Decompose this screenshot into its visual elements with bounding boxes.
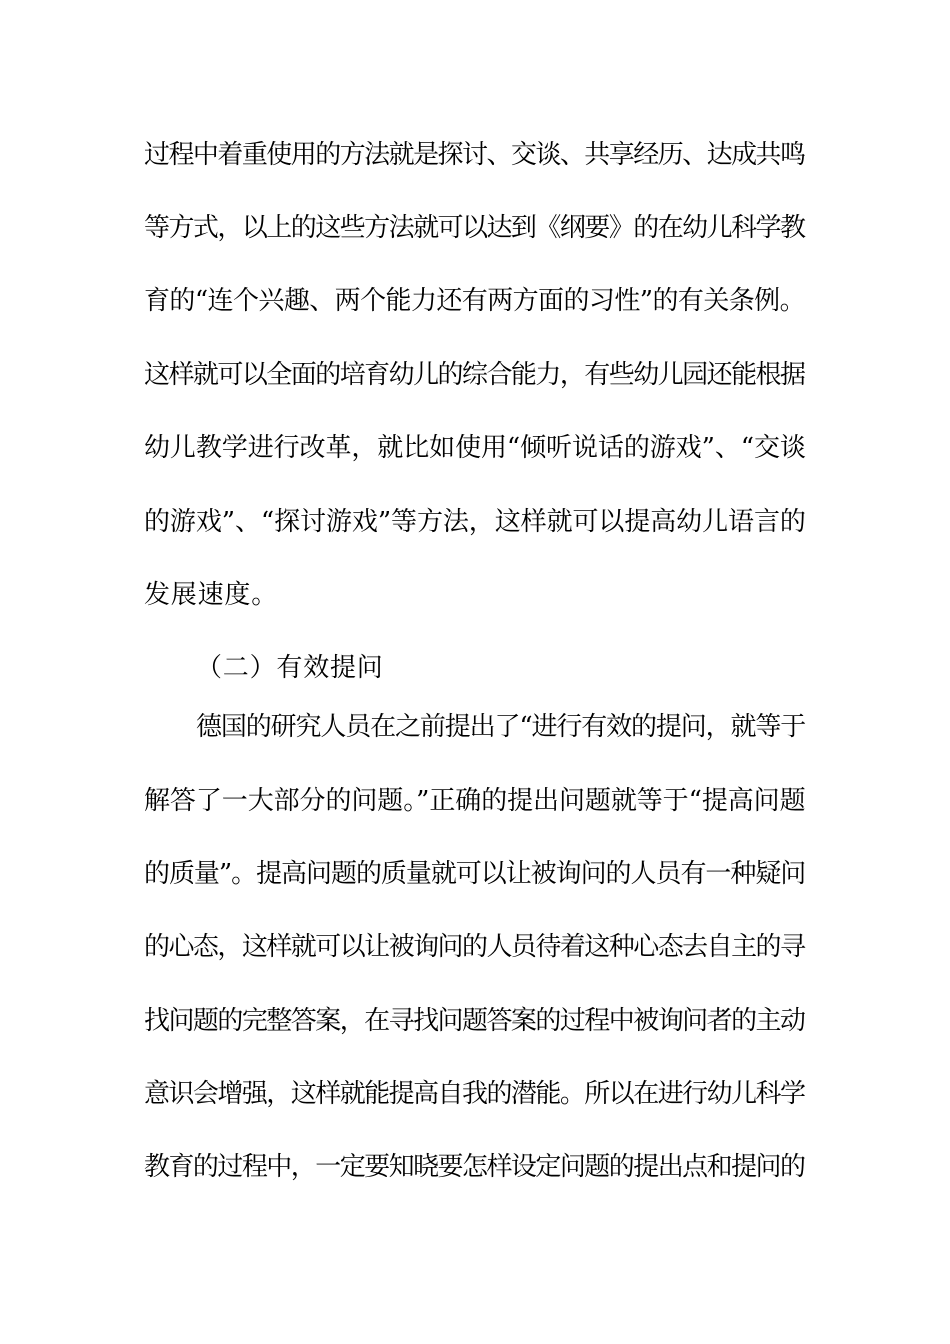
paragraph-line: 意识会增强，这样就能提高自我的潜能。所以在进行幼儿科学	[144, 1079, 805, 1109]
paragraph-line: 的心态，这样就可以让被询问的人员待着这种心态去自主的寻	[144, 932, 805, 962]
paragraph-line: 等方式，以上的这些方法就可以达到《纲要》的在幼儿科学教	[144, 213, 805, 243]
paragraph-line: 幼儿教学进行改革，就比如使用“倾听说话的游戏”、“交谈	[144, 433, 806, 463]
paragraph-line: 过程中着重使用的方法就是探讨、交谈、共享经历、达成共鸣	[144, 140, 805, 170]
paragraph-line: 的游戏”、“探讨游戏”等方法，这样就可以提高幼儿语言的	[144, 507, 806, 537]
paragraph-line: 育的“连个兴趣、两个能力还有两方面的习性”的有关条例。	[144, 286, 806, 316]
paragraph-line: 的质量”。提高问题的质量就可以让被询问的人员有一种疑问	[144, 859, 806, 889]
paragraph-line: 这样就可以全面的培育幼儿的综合能力，有些幼儿园还能根据	[144, 360, 805, 390]
paragraph-line: 找问题的完整答案，在寻找问题答案的过程中被询问者的主动	[144, 1006, 805, 1036]
paragraph-line: 教育的过程中，一定要知晓要怎样设定问题的提出点和提问的	[144, 1152, 805, 1182]
paragraph-line: 德国的研究人员在之前提出了“进行有效的提问，就等于	[196, 712, 806, 742]
paragraph-line: 解答了一大部分的问题。”正确的提出问题就等于“提高问题	[144, 786, 806, 816]
section-heading: （二）有效提问	[196, 653, 384, 683]
paragraph-line: 发展速度。	[144, 580, 279, 610]
